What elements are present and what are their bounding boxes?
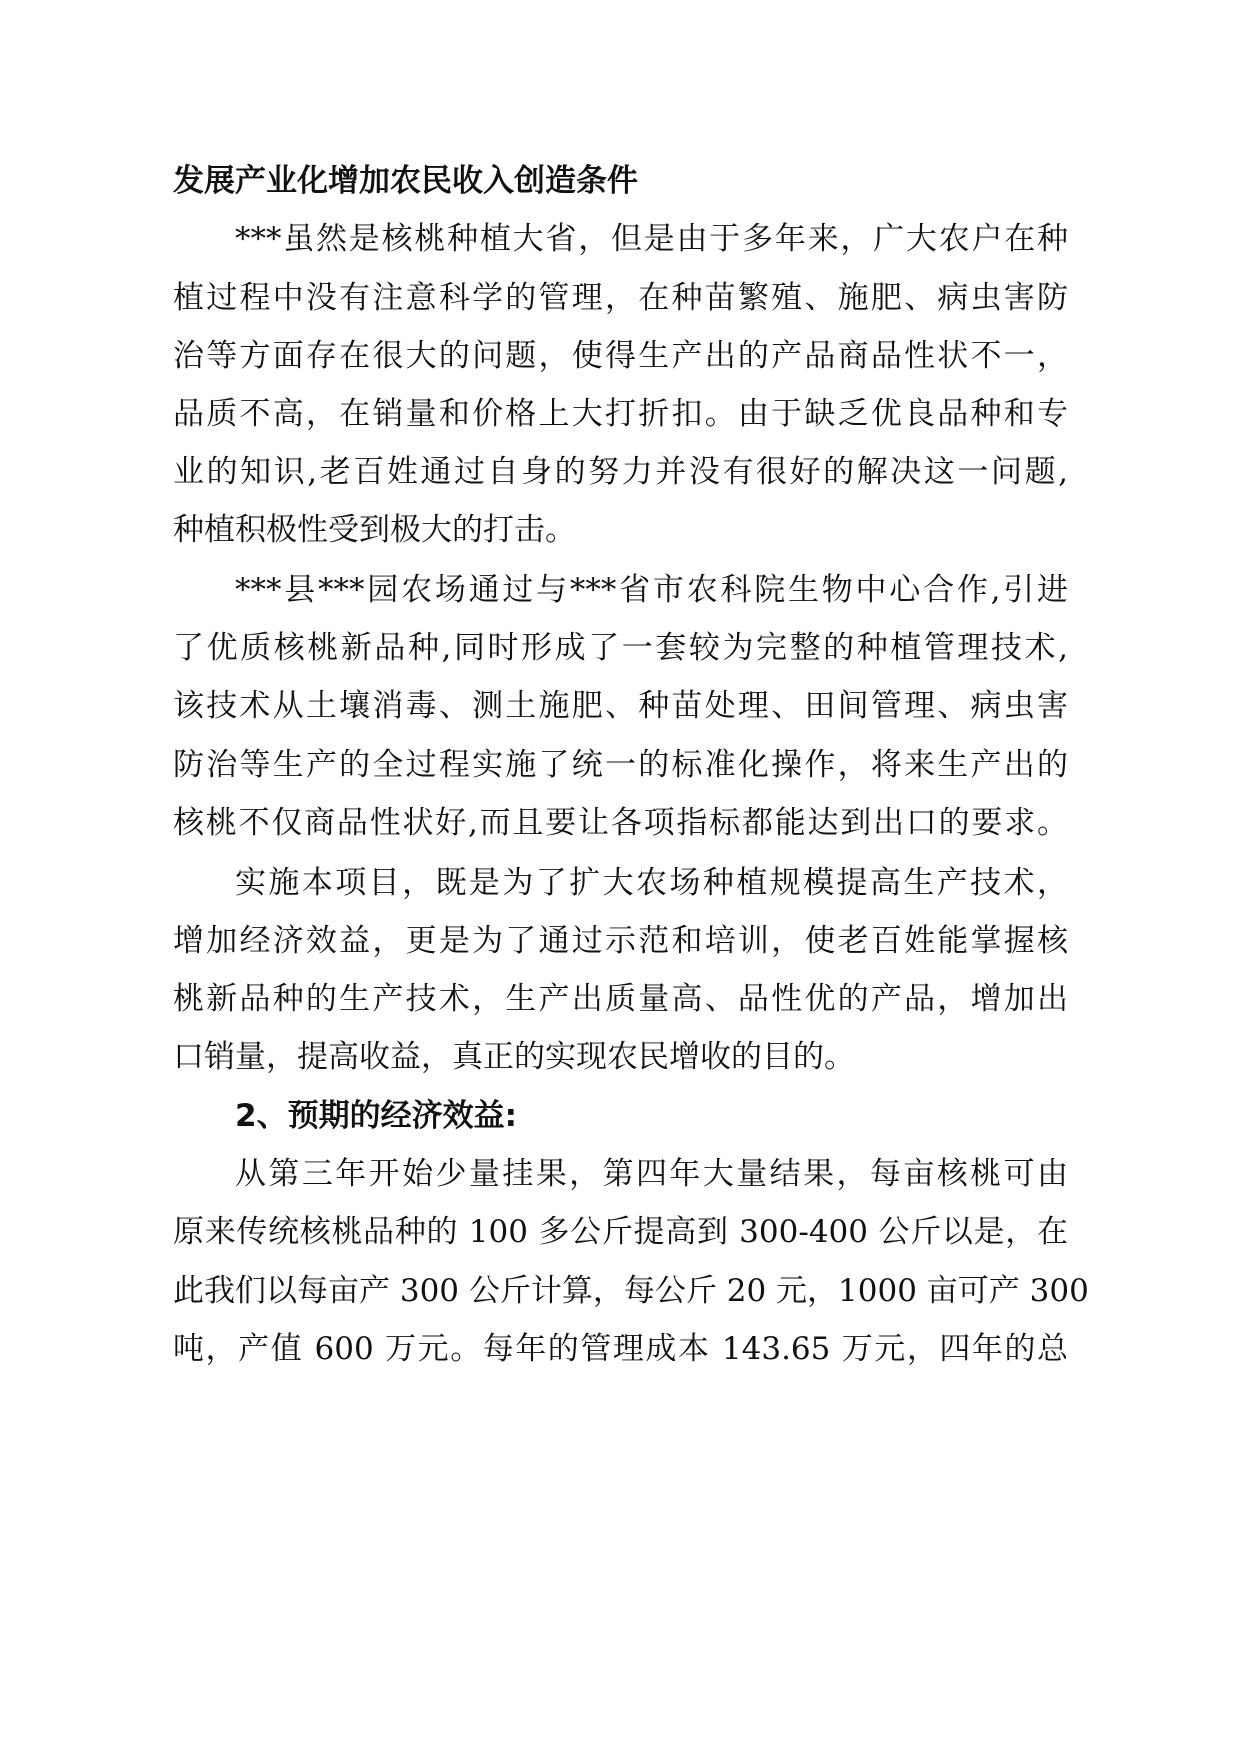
paragraph-line: 了优质核桃新品种,同时形成了一套较为完整的种植管理技术,	[173, 630, 1068, 666]
paragraph-line: 业的知识,老百姓通过自身的努力并没有很好的解决这一问题,	[173, 454, 1068, 490]
paragraph-line: 此我们以每亩产 300 公斤计算，每公斤 20 元，1000 亩可产 300	[173, 1273, 1089, 1309]
paragraph-line: 吨，产值 600 万元。每年的管理成本 143.65 万元，四年的总	[173, 1331, 1068, 1367]
paragraph-line: 植过程中没有注意科学的管理，在种苗繁殖、施肥、病虫害防	[173, 280, 1068, 316]
paragraph-line: 防治等生产的全过程实施了统一的标准化操作，将来生产出的	[173, 747, 1068, 783]
subsection-heading: 2、预期的经济效益:	[235, 1098, 517, 1134]
paragraph-line: 核桃不仅商品性状好,而且要让各项指标都能达到出口的要求。	[173, 805, 1068, 841]
paragraph-line: 实施本项目，既是为了扩大农场种植规模提高生产技术，	[235, 865, 1068, 901]
paragraph-line: 品质不高，在销量和价格上大打折扣。由于缺乏优良品种和专	[173, 396, 1068, 432]
paragraph-line: 治等方面存在很大的问题，使得生产出的产品商品性状不一，	[173, 338, 1068, 374]
paragraph-line: 从第三年开始少量挂果，第四年大量结果，每亩核桃可由	[235, 1156, 1068, 1192]
paragraph-line: 桃新品种的生产技术，生产出质量高、品性优的产品，增加出	[173, 981, 1068, 1017]
paragraph-line: 该技术从土壤消毒、测土施肥、种苗处理、田间管理、病虫害	[173, 688, 1068, 724]
section-heading: 发展产业化增加农民收入创造条件	[173, 163, 638, 199]
paragraph-line: ***虽然是核桃种植大省，但是由于多年来，广大农户在种	[235, 221, 1068, 257]
paragraph-line: ***县***园农场通过与***省市农科院生物中心合作,引进	[235, 572, 1068, 608]
paragraph-line: 口销量，提高收益，真正的实现农民增收的目的。	[173, 1039, 855, 1075]
paragraph-line: 增加经济效益，更是为了通过示范和培训，使老百姓能掌握核	[173, 923, 1068, 959]
paragraph-line: 种植积极性受到极大的打击。	[173, 512, 576, 548]
paragraph-line: 原来传统核桃品种的 100 多公斤提高到 300-400 公斤以是，在	[173, 1214, 1068, 1250]
